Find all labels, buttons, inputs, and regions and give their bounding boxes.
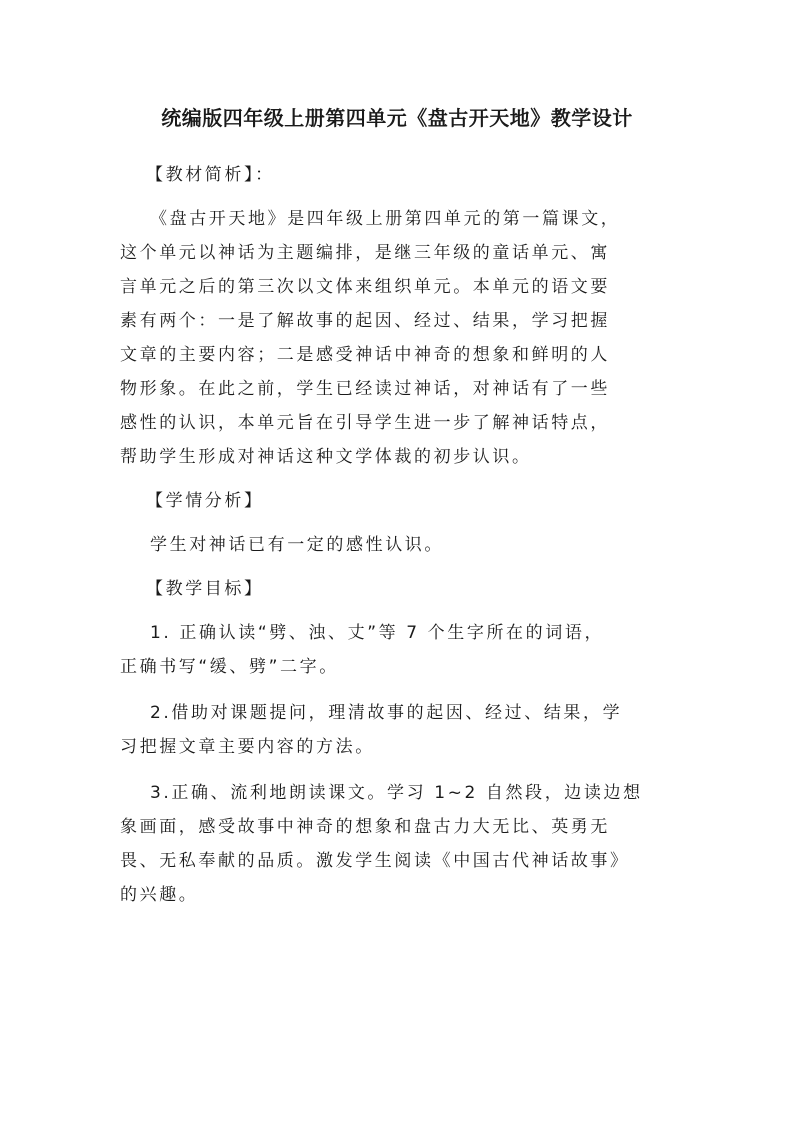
section-heading-material: 【教材简析】： [146,165,275,185]
paragraph-line: 正确书写“缓、劈”二字。 [120,657,339,677]
paragraph-line: 素有两个：一是了解故事的起因、经过、结果，学习把握 [120,311,610,331]
paragraph-line: 3.正确、流利地朗读课文。学习 1~2 自然段，边读边想 [150,783,643,803]
paragraph-line: 这个单元以神话为主题编排，是继三年级的童话单元、寓 [120,243,610,263]
paragraph-material [120,202,680,474]
section-heading-goals: 【教学目标】 [146,579,264,599]
paragraph-line: 言单元之后的第三次以文体来组织单元。本单元的语文要 [120,277,610,297]
paragraph-line: 习把握文章主要内容的方法。 [120,737,375,757]
paragraph-line: 帮助学生形成对神话这种文学体裁的初步认识。 [120,447,532,467]
paragraph-line: 文章的主要内容；二是感受神话中神奇的想象和鲜明的人 [120,345,610,365]
goal-item-3 [120,776,680,912]
paragraph-line: 《盘古开天地》是四年级上册第四单元的第一篇课文， [150,209,621,229]
goal-item-1 [120,616,680,684]
section-heading-students: 【学情分析】 [146,491,264,511]
paragraph-line: 的兴趣。 [120,885,199,905]
paragraph-line: 感性的认识，本单元旨在引导学生进一步了解神话特点， [120,413,610,433]
paragraph-line: 2.借助对课题提问，理清故事的起因、经过、结果，学 [150,703,623,723]
paragraph-line: 物形象。在此之前，学生已经读过神话，对神话有了一些 [120,379,610,399]
document-body [120,158,680,912]
goal-item-2 [120,696,680,764]
paragraph-line: 畏、无私奉献的品质。激发学生阅读《中国古代神话故事》 [120,851,630,871]
paragraph-line: 象画面，感受故事中神奇的想象和盘古力大无比、英勇无 [120,817,610,837]
paragraph-students: 学生对神话已有一定的感性认识。 [150,535,444,555]
document-title: 统编版四年级上册第四单元《盘古开天地》教学设计 [161,106,633,130]
paragraph-line: 1. 正确认读“劈、浊、丈”等 7 个生字所在的词语， [150,623,605,643]
